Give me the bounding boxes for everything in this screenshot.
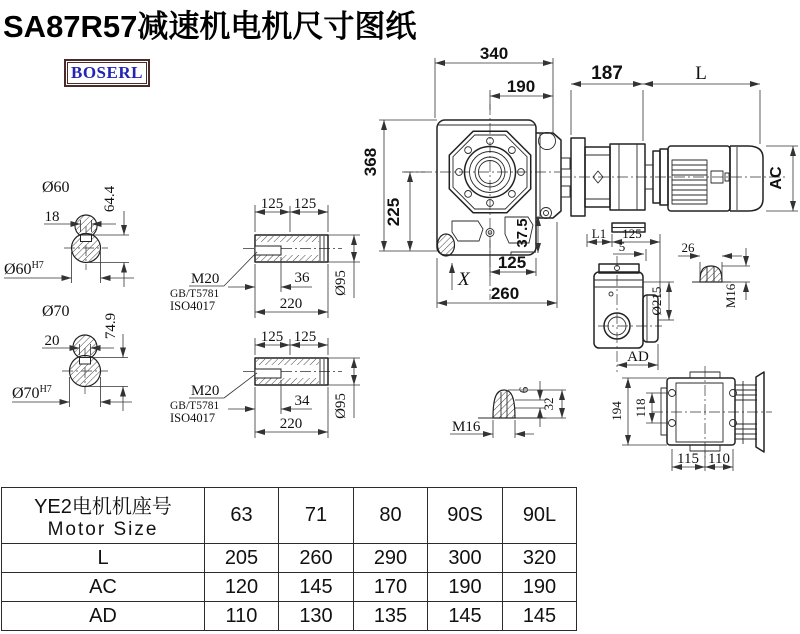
cell: 110 [205,602,279,631]
col-71: 71 [279,488,354,544]
col-63: 63 [205,488,279,544]
cell: 300 [428,544,503,573]
table-row [2,573,577,602]
dim-95b: Ø95 [333,393,349,419]
table-row [2,602,577,631]
dim-368: 368 [361,147,380,177]
motor-fins [672,165,707,200]
dim-70H7 [12,384,52,402]
dim-36: 36 [294,270,310,286]
dim-118: 118 [633,398,648,418]
cell: 190 [428,573,503,602]
dim-L: L [695,63,707,84]
table-row [2,544,577,573]
cell: 130 [279,602,354,631]
dim-225: 225 [384,197,403,227]
dim-115: 115 [677,451,699,467]
label-gb-b: GB/T5781 [170,400,220,412]
label-x: X [458,269,470,290]
dim-260: 260 [490,284,520,303]
dim-125c: 125 [260,329,284,345]
cell: 205 [205,544,279,573]
dim-18: 18 [44,209,60,225]
front-view [361,44,570,308]
bore60-view [4,179,134,287]
key16-view [450,381,566,438]
dim-5: 5 [618,239,626,254]
dim-20: 20 [44,333,60,349]
bore70-view [12,303,132,411]
motor-view [560,63,798,216]
dim-M16b: M16 [452,419,481,435]
dim-190: 190 [506,77,536,96]
bore70-title: Ø70 [42,303,70,320]
bore60-title: Ø60 [42,179,70,196]
label-m20a: M20 [191,271,220,287]
dim-220b: 220 [279,416,303,432]
col-90L: 90L [503,488,577,544]
dim-64-4: 64.4 [102,185,118,213]
cell: 190 [503,573,577,602]
table-header-row [2,488,577,544]
shaft2-view [170,329,360,438]
dim-60H7 [4,260,44,278]
key26-view [678,240,750,308]
dim-37-5: 37.5 [514,218,531,248]
row-label-AC: AC [2,573,205,602]
dim-187: 187 [591,63,623,84]
cell: 320 [503,544,577,573]
dim-AC: AC [768,166,785,190]
dim-110: 110 [708,451,730,467]
dim-6: 6 [516,386,531,394]
dim-125a: 125 [260,196,284,212]
row-label-AD: AD [2,602,205,631]
dim-AD: AD [627,349,649,365]
label-iso-a: ISO4017 [170,299,216,313]
back-view [609,366,772,471]
col-90S: 90S [428,488,503,544]
header-en: Motor Size [47,519,159,540]
header-cn: YE2电机机座号 [34,496,172,518]
dim-70H7-sup: H7 [39,384,52,395]
dim-95a: Ø95 [333,270,349,296]
label-m20b: M20 [191,383,220,399]
dim-60H7-sup: H7 [31,260,44,271]
brand-logo-text: BOSERL [67,62,147,84]
dim-70H7-base: Ø70 [12,385,40,402]
label-iso-b: ISO4017 [170,411,216,425]
dim-125-bottom: 125 [497,253,527,272]
cell: 145 [279,573,354,602]
motor-size-table [1,487,577,631]
header-motor-size [2,488,205,544]
dim-125d: 125 [293,329,317,345]
dim-L1: L1 [591,226,607,241]
dim-74-9: 74.9 [103,312,119,340]
dim-125-side: 125 [622,226,642,241]
cell: 145 [428,602,503,631]
dim-60H7-base: Ø60 [4,261,32,278]
dim-340: 340 [479,44,509,63]
dim-M16a: M16 [723,283,738,309]
cell: 135 [354,602,428,631]
dim-26: 26 [681,240,695,255]
dim-125b: 125 [293,196,317,212]
cell: 120 [205,573,279,602]
dim-34: 34 [294,393,310,409]
dim-215: Ø215 [649,286,664,316]
cell: 170 [354,573,428,602]
cell: 260 [279,544,354,573]
label-gb-a: GB/T5781 [170,288,220,300]
dim-32: 32 [541,397,556,411]
row-label-L: L [2,544,205,573]
col-80: 80 [354,488,428,544]
dim-194: 194 [609,401,624,421]
cell: 145 [503,602,577,631]
page-title: SA87R57减速机电机尺寸图纸 [3,9,417,44]
cell: 290 [354,544,428,573]
side-view [587,223,674,372]
dim-220a: 220 [279,296,303,312]
shaft1-view [170,196,360,318]
